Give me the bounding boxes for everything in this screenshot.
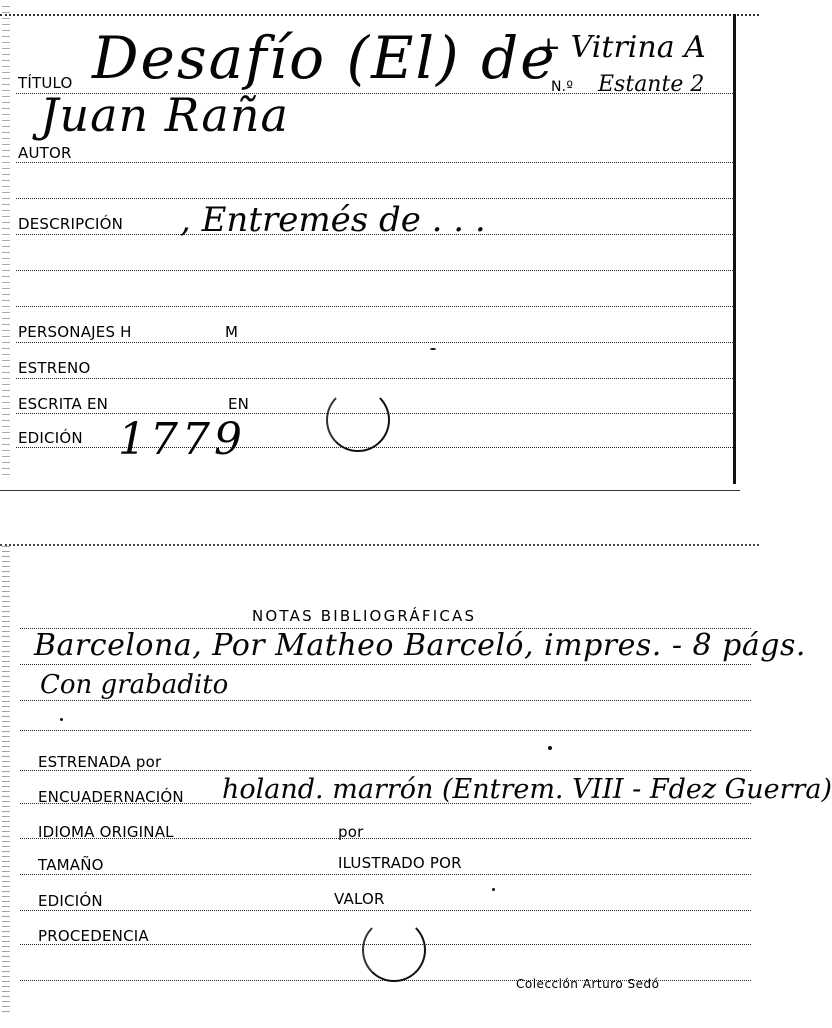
- rule-blank-2: [16, 270, 733, 271]
- label-edicion-bottom: EDICIÓN: [38, 892, 103, 910]
- handwritten-title: Desafío (El) de: [92, 24, 557, 92]
- handwritten-note-2: Con grabadito: [40, 670, 229, 700]
- catalog-card-top: [0, 0, 759, 492]
- ink-dot-3: [492, 888, 495, 891]
- punch-hole-top: [326, 388, 390, 452]
- card-left-edge: [2, 6, 10, 476]
- rule-note-2: [20, 700, 751, 701]
- rule-blank-3: [16, 306, 733, 307]
- label-estrenada-por: ESTRENADA por: [38, 753, 162, 771]
- label-por: por: [338, 823, 364, 841]
- label-autor: AUTOR: [18, 144, 72, 162]
- rule-note-3: [20, 730, 751, 731]
- label-encuadernacion: ENCUADERNACIÓN: [38, 788, 184, 806]
- ink-dot-2: [60, 718, 63, 721]
- label-idioma-original: IDIOMA ORIGINAL: [38, 823, 174, 841]
- label-personajes: PERSONAJES H: [18, 323, 132, 341]
- label-estreno: ESTRENO: [18, 359, 91, 377]
- label-tamano: TAMAÑO: [38, 856, 104, 874]
- handwritten-edition-year: 1779: [118, 414, 246, 465]
- label-ilustrado-por: ILUSTRADO POR: [338, 854, 462, 872]
- label-personajes-m: M: [225, 323, 239, 341]
- handwritten-description: , Entremés de . . .: [180, 200, 486, 240]
- card-right-edge: [733, 14, 736, 484]
- card-bottom-edge: [0, 490, 740, 491]
- label-edicion: EDICIÓN: [18, 429, 83, 447]
- handwritten-location-2: Estante 2: [598, 72, 705, 97]
- ink-mark: [430, 348, 436, 350]
- label-escrita-en-2: EN: [228, 395, 250, 413]
- catalog-card-bottom: [0, 540, 832, 1028]
- rule-edicion-bottom: [20, 910, 751, 911]
- label-procedencia: PROCEDENCIA: [38, 927, 149, 945]
- handwritten-note-1: Barcelona, Por Matheo Barceló, impres. - 8 págs.: [34, 628, 806, 663]
- label-valor: VALOR: [334, 890, 385, 908]
- rule-estreno: [16, 378, 733, 379]
- card-bottom-top-edge: [0, 544, 759, 546]
- handwritten-author: Juan Raña: [40, 88, 289, 142]
- label-escrita-en: ESCRITA EN: [18, 395, 109, 413]
- label-titulo: TÍTULO: [18, 74, 73, 92]
- rule-note-1: [20, 664, 751, 665]
- rule-blank-1: [16, 198, 733, 199]
- punch-hole-bottom: [362, 918, 426, 982]
- rule-autor: [16, 162, 733, 163]
- rule-personajes: [16, 342, 733, 343]
- label-descripcion: DESCRIPCIÓN: [18, 215, 124, 233]
- rule-tamano: [20, 874, 751, 875]
- handwritten-binding: holand. marrón (Entrem. VIII - Fdez Guerra): [222, 774, 832, 805]
- card-top-edge: [0, 14, 759, 18]
- ink-dot-1: [548, 746, 552, 750]
- label-numero: N.º: [551, 79, 574, 95]
- collection-stamp: Colección Arturo Sedó: [516, 977, 660, 991]
- notes-title: NOTAS BIBLIOGRÁFICAS: [252, 607, 477, 625]
- handwritten-location-1: + Vitrina A: [536, 30, 706, 65]
- card-bottom-left-edge: [2, 546, 10, 1016]
